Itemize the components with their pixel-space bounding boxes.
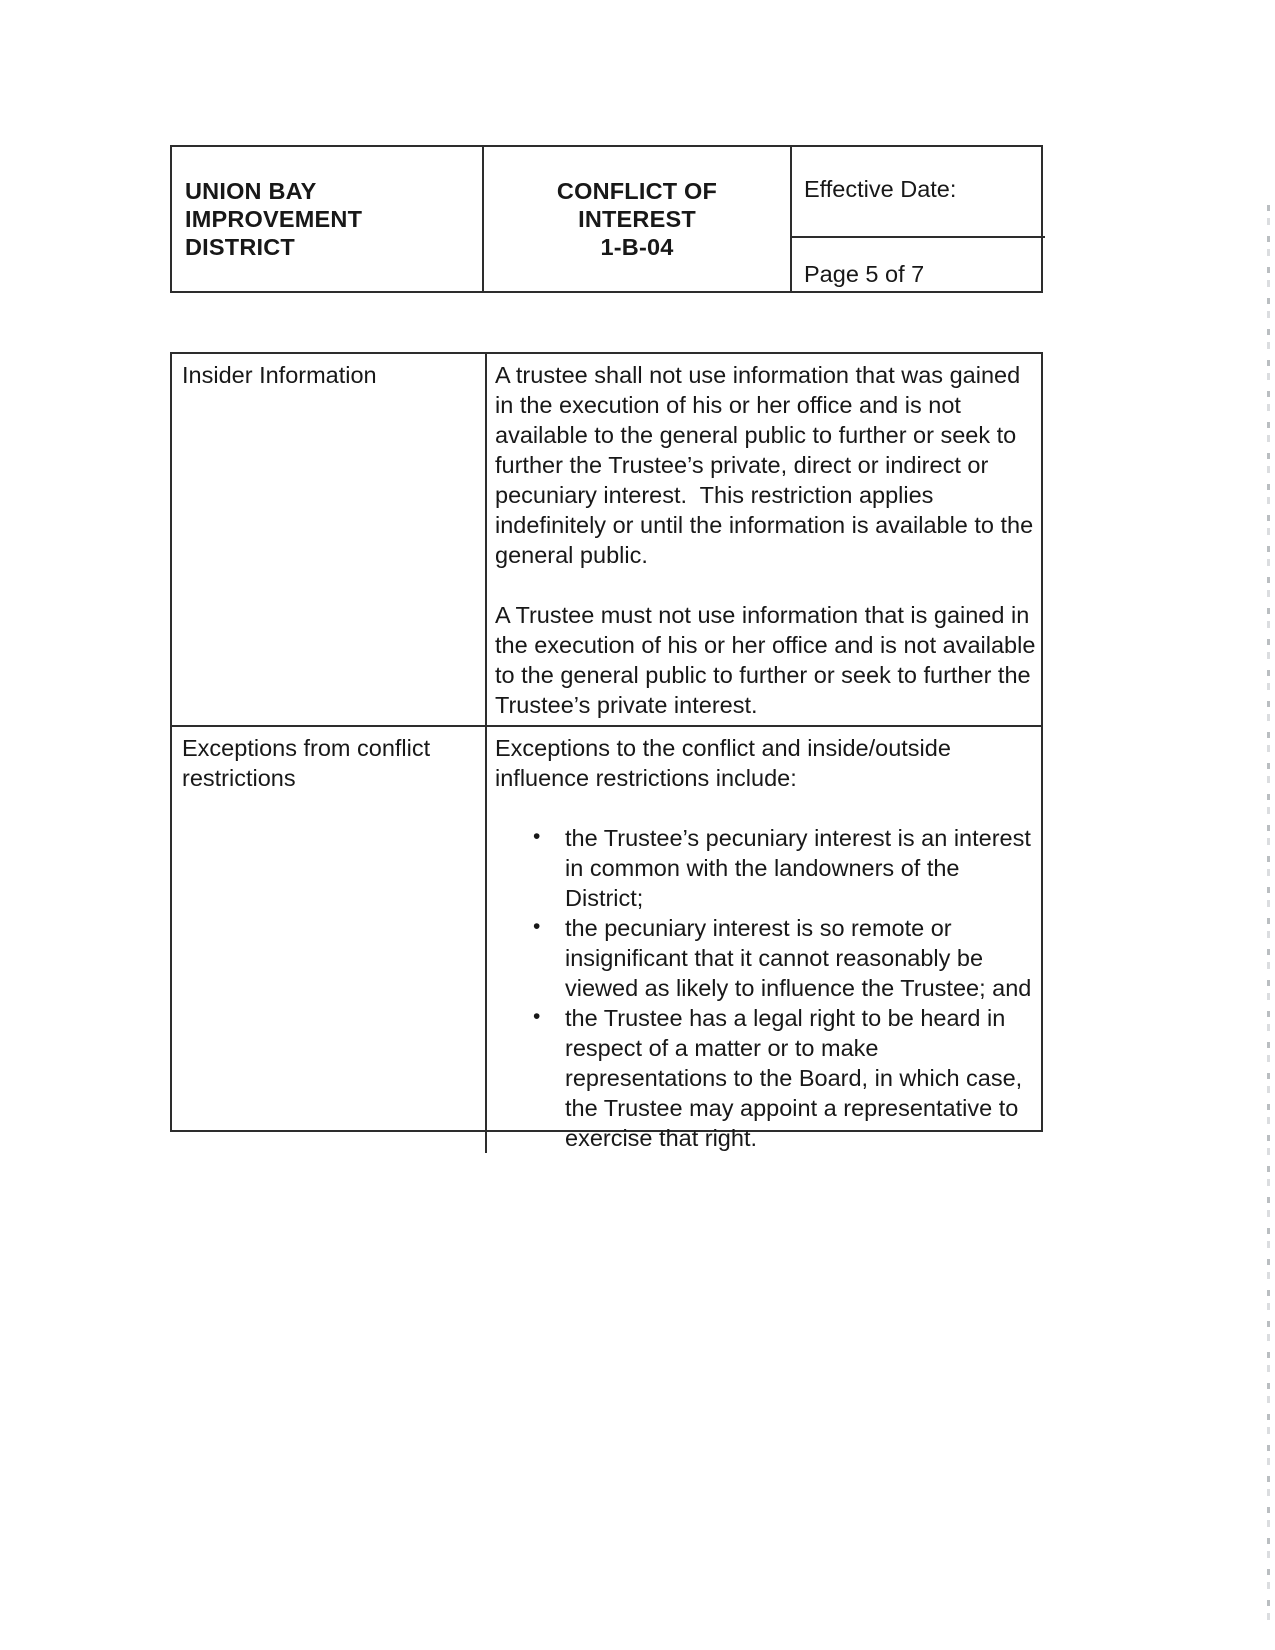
section-label: Exceptions from conflict restrictions [182, 735, 431, 791]
section-label-cell [172, 354, 485, 725]
page-indicator: Page 5 of 7 [804, 261, 925, 287]
bullet-icon: • [533, 825, 541, 848]
organization-name-line: UNION BAY [185, 178, 317, 204]
list-item [495, 1003, 1041, 1153]
list-item-text: the pecuniary interest is so remote or insignificant that it cannot reasonably be viewed as likely to influence the Trustee; and [565, 915, 1032, 1001]
document-header-table [170, 145, 1043, 293]
header-right-column [790, 147, 1045, 291]
policy-content-table [170, 352, 1043, 1151]
bullet-icon: • [533, 1005, 541, 1028]
document-number: 1-B-04 [600, 234, 674, 260]
organization-name-line: DISTRICT [185, 234, 295, 260]
exceptions-bullet-list [495, 823, 1041, 1153]
section-body-cell [485, 354, 1041, 725]
list-item [495, 913, 1041, 1003]
section-label: Insider Information [182, 362, 377, 388]
page-number-cell [792, 236, 1045, 291]
policy-paragraph: A Trustee must not use information that is gained in the execution of his or her office and is not available to the general public to further or seek to further the Trustee’s private interest. [495, 602, 1042, 718]
effective-date-cell [792, 147, 1045, 236]
bullet-icon: • [533, 915, 541, 938]
effective-date-label: Effective Date: [804, 176, 957, 202]
scan-artifact [1267, 205, 1270, 1625]
policy-paragraph: A trustee shall not use information that was gained in the execution of his or her office and is not available to the general public to further or seek to further the Trustee’s private, direct or indirect or pecuniary interest. This restriction applies indefinitely or until the information is available to the general public. [495, 362, 1040, 568]
document-title-line: INTEREST [578, 206, 696, 232]
list-item-text: the Trustee has a legal right to be heard in respect of a matter or to make representations to the Board, in which case, the Trustee may appoint a representative to exercise that right. [565, 1005, 1023, 1151]
document-title-cell [482, 147, 790, 291]
section-label-cell [172, 725, 485, 1153]
list-item [495, 823, 1041, 913]
list-item-text: the Trustee’s pecuniary interest is an interest in common with the landowners of the District; [565, 825, 1031, 911]
organization-name-line: IMPROVEMENT [185, 206, 363, 232]
policy-paragraph: Exceptions to the conflict and inside/outside influence restrictions include: [495, 735, 958, 791]
section-body-cell [485, 725, 1041, 1153]
document-title-line: CONFLICT OF [556, 178, 718, 204]
organization-name-cell [172, 147, 482, 291]
